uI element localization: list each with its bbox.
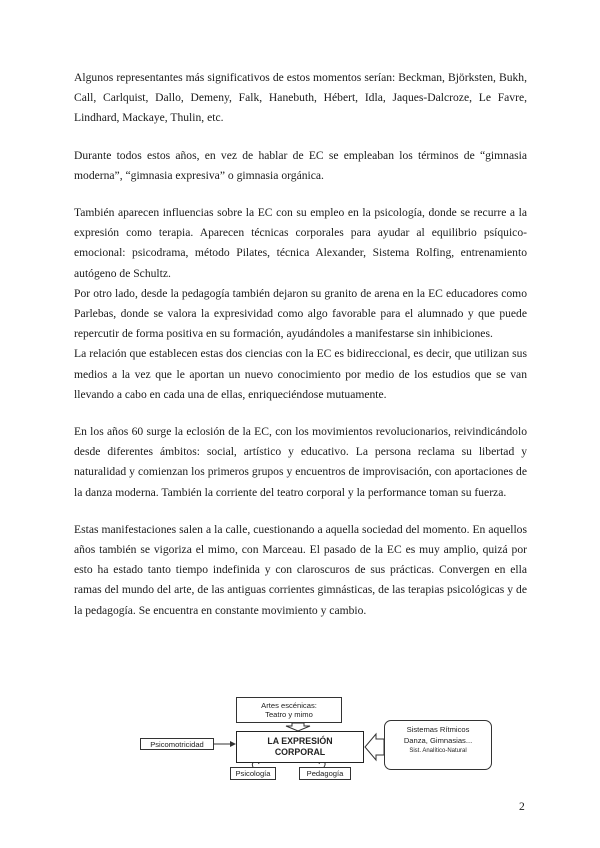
main-line2: CORPORAL (274, 747, 326, 757)
page-number: 2 (519, 800, 525, 813)
sistemas-line2: Danza, Gimnasias... (403, 736, 473, 745)
pedagogia-box: Pedagogía (299, 767, 351, 780)
sistemas-line3: Sist. Analítico-Natural (409, 748, 467, 754)
expresion-corporal-diagram (140, 697, 500, 787)
paragraph-psicologia: También aparecen influencias sobre la EC con su empleo en la psicología, donde se recurre a la expresión como terapia. Aparecen técnicas corporales para ayudar al equilibrio psíquico-emocional: psicodrama, método Pilates, técnica Alexander, Sistema Rolfing, entrenamiento autógeno de Schultz. (74, 206, 527, 280)
arrow-sistemas (365, 734, 384, 760)
expresion-corporal-box (236, 731, 364, 763)
artes-escenicas-box (236, 697, 342, 723)
psicologia-box: Psicología (230, 767, 276, 780)
main-line1: LA EXPRESIÓN (267, 736, 333, 746)
psicomotricidad-box: Psicomotricidad (140, 738, 214, 750)
body-text (74, 68, 527, 638)
sistemas-box (384, 720, 492, 770)
paragraph-anos-60: En los años 60 surge la eclosión de la EC, con los movimientos revolucionarios, reivindicándolo desde diferentes ámbitos: social, artístico y educativo. La persona reclama su libertad y naturalidad y comienzan los primeros grupos y encuentros de improvisación, con aportaciones de la danza moderna. También la corriente del teatro corporal y la performance toman su fuerza. (74, 425, 527, 499)
paragraph-pedagogia: Por otro lado, desde la pedagogía también dejaron su granito de arena en la EC educadores como Parlebas, donde se valora la expresividad como algo favorable para el alumnado y que puede repercutir de forma positiva en su formación, ayudándoles a manifestarse sin inhibiciones. (74, 286, 527, 341)
paragraph-relacion: La relación que establecen estas dos ciencias con la EC es bidireccional, es decir, que utilizan sus medios a la vez que le aportan un nuevo conocimiento por medio de los estudios que se van llevando a cabo en cada una de ellas, enriqueciéndose mutuamente. (74, 347, 527, 401)
paragraph-manifestaciones: Estas manifestaciones salen a la calle, cuestionando a aquella sociedad del momento. En aquellos años también se vigoriza el mimo, con Marceau. El pasado de la EC es muy amplio, quizá por esto ha estado tanto tiempo indefinida y con claroscuros de sus prácticas. Convergen en ella ramas del mundo del arte, de las antiguas corrientes gimnásticas, de las terapias psicológicas y de la pedagogía. Se encuentra en constante movimiento y cambio. (74, 522, 527, 617)
artes-line1: Artes escénicas: (261, 701, 317, 710)
artes-line2: Teatro y mimo (265, 710, 313, 719)
sistemas-line1: Sistemas Rítmicos (406, 725, 470, 734)
paragraph-terminos: Durante todos estos años, en vez de hablar de EC se empleaban los términos de “gimnasia moderna”, “gimnasia expresiva” o gimnasia orgánica. (74, 148, 527, 182)
arrow-artes (286, 723, 310, 731)
paragraph-representantes: Algunos representantes más significativos de estos momentos serían: Beckman, Björksten, Bukh, Call, Carlquist, Dallo, Demeny, Falk, Hanebuth, Hébert, Idla, Jaques-Dalcroze, Le Favre, Lindhard, Mackaye, Thulin, etc. (74, 71, 527, 125)
